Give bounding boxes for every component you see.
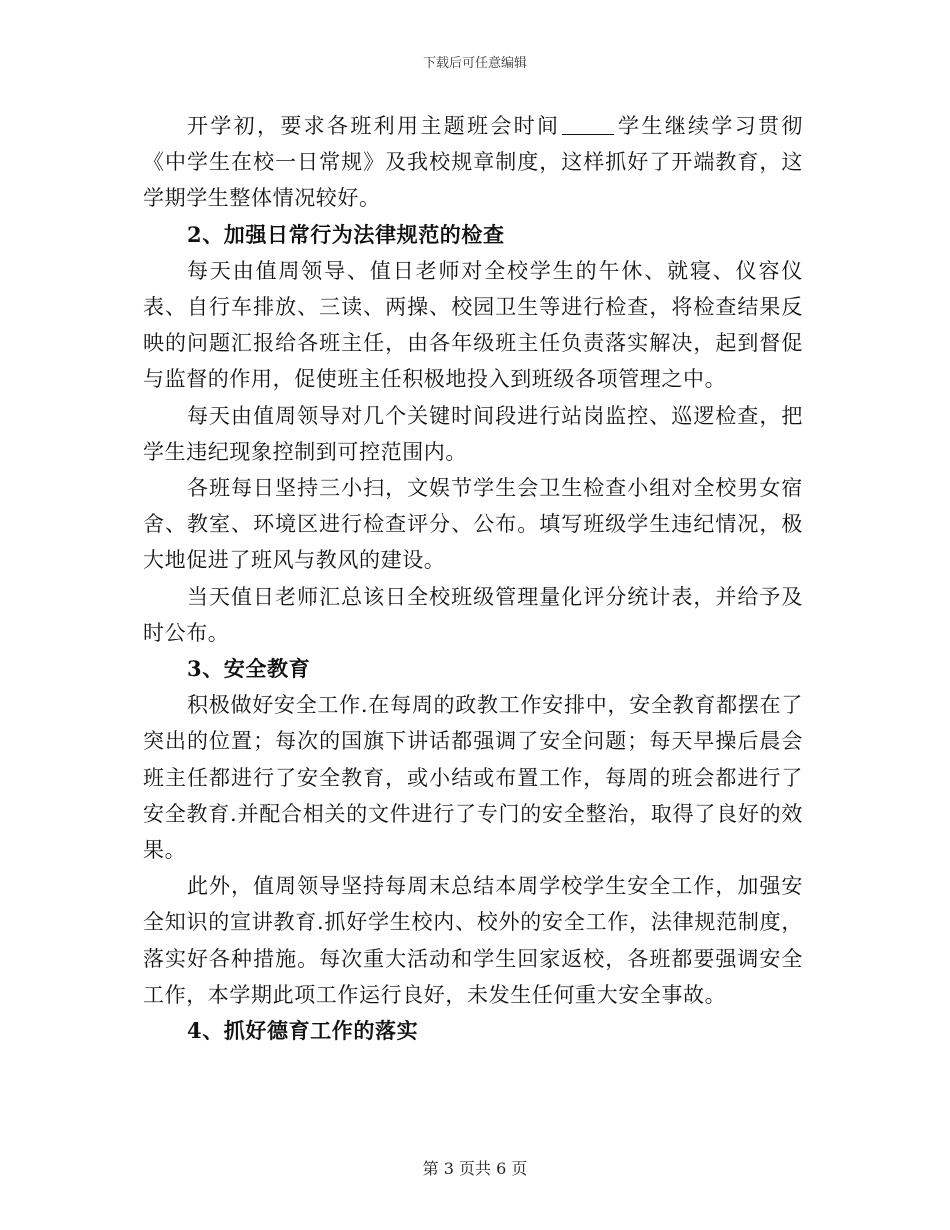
section-heading-4: 4、抓好德育工作的落实 [187, 1018, 419, 1044]
paragraph-safety-work: 积极做好安全工作.在每周的政教工作安排中，安全教育都摆在了突出的位置；每次的国旗下讲话都强调了安全问题；每天早操后晨会班主任都进行了安全教育，或小结或布置工作，每周的班会都进行了安全教育.并配合相关的文件进行了专门的安全整治，取得了良好的效果。 [143, 693, 803, 863]
paragraph-cleaning: 各班每日坚持三小扫，文娱节学生会卫生检查小组对全校男女宿舍、教室、环境区进行检查评分、公布。填写班级学生违纪情况，极大地促进了班风与教风的建设。 [143, 476, 803, 573]
document-body [143, 108, 803, 1049]
section-heading-3: 3、安全教育 [187, 656, 311, 682]
paragraph-opening-end: 学生继续学习贯彻《中学生在校一日常规》及我校规章制度，这样抓好了开端教育，这学期学生整体情况较好。 [143, 114, 803, 211]
paragraph-safety-summary: 此外，值周领导坚持每周末总结本周学校学生安全工作，加强安全知识的宣讲教育.抓好学生校内、校外的安全工作，法律规范制度，落实好各种措施。每次重大活动和学生回家返校，各班都要强调安全工作，本学期此项工作运行良好，未发生任何重大安全事故。 [143, 874, 803, 1007]
paragraph-opening [143, 108, 803, 217]
paragraph-patrol: 每天由值周领导对几个关键时间段进行站岗监控、巡逻检查，把学生违纪现象控制到可控范围内。 [143, 403, 803, 464]
paragraph-inspection: 每天由值周领导、值日老师对全校学生的午休、就寝、仪容仪表、自行车排放、三读、两操、校园卫生等进行检查，将检查结果反映的问题汇报给各班主任，由各年级班主任负责落实解决，起到督促与监督的作用，促使班主任积极地投入到班级各项管理之中。 [143, 258, 803, 392]
paragraph-statistics: 当天值日老师汇总该日全校班级管理量化评分统计表，并给予及时公布。 [143, 584, 803, 645]
page-footer: 第 3 页共 6 页 [422, 1159, 528, 1178]
page-header: 下载后可任意编辑 [422, 56, 527, 71]
fill-in-blank [562, 114, 614, 135]
section-heading-2: 2、加强日常行为法律规范的检查 [187, 221, 505, 247]
paragraph-opening-start: 开学初，要求各班利用主题班会时间 [187, 114, 561, 138]
